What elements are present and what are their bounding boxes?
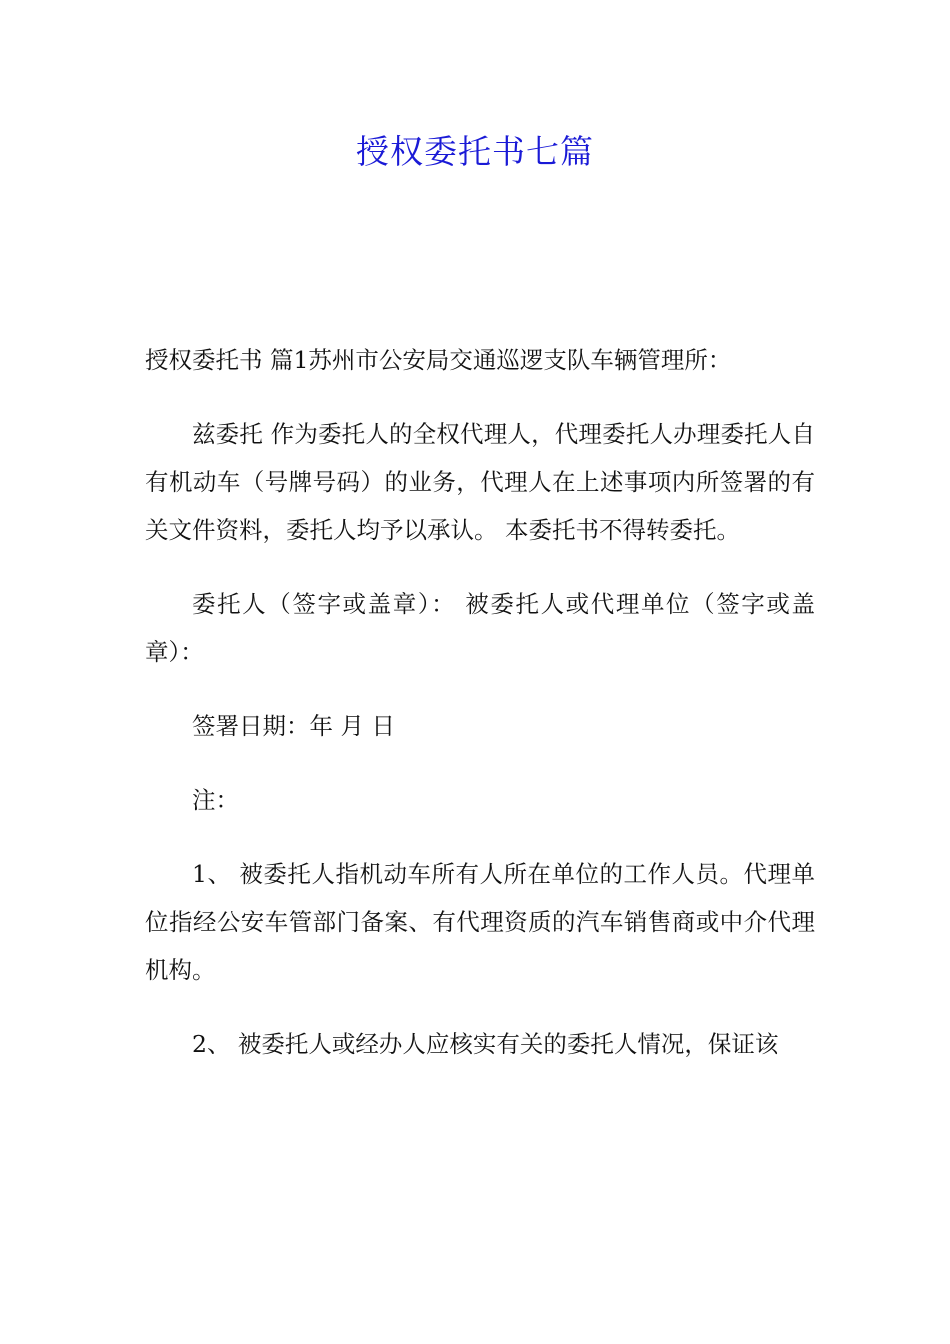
paragraph-header: 授权委托书 篇1苏州市公安局交通巡逻支队车辆管理所： bbox=[145, 346, 732, 374]
paragraph-note-label: 注： bbox=[192, 786, 239, 814]
document-body bbox=[145, 336, 815, 1094]
paragraph-signatures: 委托人（签字或盖章）： 被委托人或代理单位（签字或盖章）： bbox=[145, 590, 815, 666]
paragraph-date: 签署日期：年 月 日 bbox=[192, 712, 395, 740]
document-title: 授权委托书七篇 bbox=[356, 132, 594, 171]
paragraph-note-2: 2、 被委托人或经办人应核实有关的委托人情况，保证该 bbox=[192, 1030, 779, 1058]
paragraph-entrustment: 兹委托 作为委托人的全权代理人，代理委托人办理委托人自有机动车（号牌号码）的业务，代理人在上述事项内所签署的有关文件资料，委托人均予以承认。 本委托书不得转委托。 bbox=[145, 420, 815, 544]
paragraph-note-1: 1、 被委托人指机动车所有人所在单位的工作人员。代理单位指经公安车管部门备案、有代理资质的汽车销售商或中介代理机构。 bbox=[145, 860, 815, 984]
